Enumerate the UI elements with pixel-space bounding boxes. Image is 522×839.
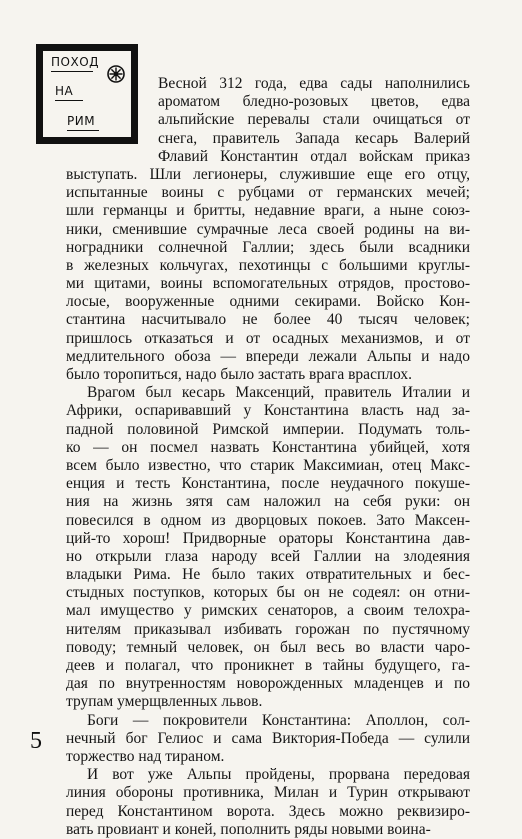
text-line: вать провиант и коней, пополнить ряды новыми воина- — [66, 820, 431, 838]
text-line: ния на жизнь зятя сам наложил на себя руки: он — [66, 493, 470, 511]
text-line: ций-то хорош! Придворные ораторы Константина дав- — [66, 529, 470, 547]
text-line: но открыли глаза народу всей Галлии на злодеяния — [66, 547, 470, 565]
text-line: Весной 312 года, едва сады наполнились — [158, 75, 470, 92]
paragraph — [66, 75, 470, 384]
text-line: мал имущество у римских сенаторов, а своим телохра- — [66, 602, 470, 620]
text-line: ники, сменившие сумрачные леса своей родины на ви- — [66, 220, 470, 238]
paragraph — [66, 766, 470, 839]
text-line: дая по внутренностям новорожденных младенцев и по — [66, 675, 470, 693]
text-line: ноградники солнечной Галлии; здесь были всадники — [66, 238, 470, 256]
chapter-word-1: ПОХОД — [51, 55, 100, 69]
text-line: поводу; темный человек, он был весь во власти чаро- — [66, 638, 470, 656]
text-line: всем было известно, что старик Максимиан, отец Макс- — [66, 456, 470, 474]
text-line: перед Константином ворота. Здесь можно реквизиро- — [66, 802, 470, 820]
chapter-rule-1 — [51, 71, 93, 72]
text-line: стыдных поступков, которых бы он не содеял: он отни- — [66, 584, 470, 602]
text-line: выступать. Шли легионеры, служившие еще его отцу, — [66, 165, 470, 183]
body-text — [66, 75, 470, 839]
text-line: Боги — покровители Константина: Аполлон, сол- — [87, 711, 470, 729]
text-line: стантина насчитывало не более 40 тысяч человек; — [66, 311, 470, 329]
text-line: повесился в одном из дворцовых покоев. Зато Максен- — [66, 511, 470, 529]
text-line: ми щитами, воины вспомогательных отрядов, простово- — [66, 275, 470, 293]
text-line: Африки, оспаривавший у Константина власть над за- — [66, 402, 470, 420]
text-line: торжество над тираном. — [66, 747, 225, 765]
text-line: владыки Рима. Не было таких отвратительных и бес- — [66, 566, 470, 584]
text-line: в железных кольчугах, пехотинцы с большими круглы- — [66, 256, 470, 274]
text-line: енция и тесть Константина, после неудачного покуше- — [66, 475, 470, 493]
text-line: ко — он посмел назвать Константина убийцей, хотя — [66, 438, 470, 456]
text-line: медлительного обоза — впереди лежали Альпы и надо — [66, 347, 470, 365]
chapter-word-3: РИМ — [67, 114, 96, 128]
text-line: было торопиться, надо было застать врага врасплох. — [66, 366, 412, 383]
text-line: трупам умерщвленных львов. — [66, 693, 263, 711]
text-line: альпийские перевалы стали очищаться от — [158, 111, 470, 129]
text-line: линия обороны противника, Милан и Турин открывают — [66, 784, 470, 802]
text-line: ароматом бледно-розовых цветов, едва — [158, 93, 470, 111]
page-number: 5 — [30, 728, 42, 754]
text-line: нечный бог Гелиос и сама Виктория-Победа — сулили — [66, 729, 470, 747]
text-line: лосые, вооруженные одними секирами. Войско Кон- — [66, 293, 470, 311]
chapter-word-2: НА — [55, 84, 74, 98]
text-line: И вот уже Альпы пройдены, прорвана передовая — [87, 766, 470, 784]
paragraph — [66, 384, 470, 711]
text-line: испытанные воины с рубцами от германских мечей; — [66, 184, 470, 202]
text-line: нителям приказывал избивать горожан по пустячному — [66, 620, 470, 638]
text-line: Флавий Константин отдал войскам приказ — [158, 147, 470, 165]
text-line: снега, правитель Запада кесарь Валерий — [158, 129, 470, 147]
text-line: Врагом был кесарь Максенций, правитель Италии и — [87, 384, 470, 402]
text-line: падной половиной Римской империи. Подумать толь- — [66, 420, 470, 438]
text-line: деев и полагал, что проникнет в тайны будущего, га- — [66, 657, 470, 674]
paragraph — [66, 712, 470, 767]
text-line: шли германцы и бритты, недавние враги, а ныне союз- — [66, 202, 470, 220]
text-line: пришлось отказаться и от осадных механизмов, и от — [66, 329, 470, 347]
